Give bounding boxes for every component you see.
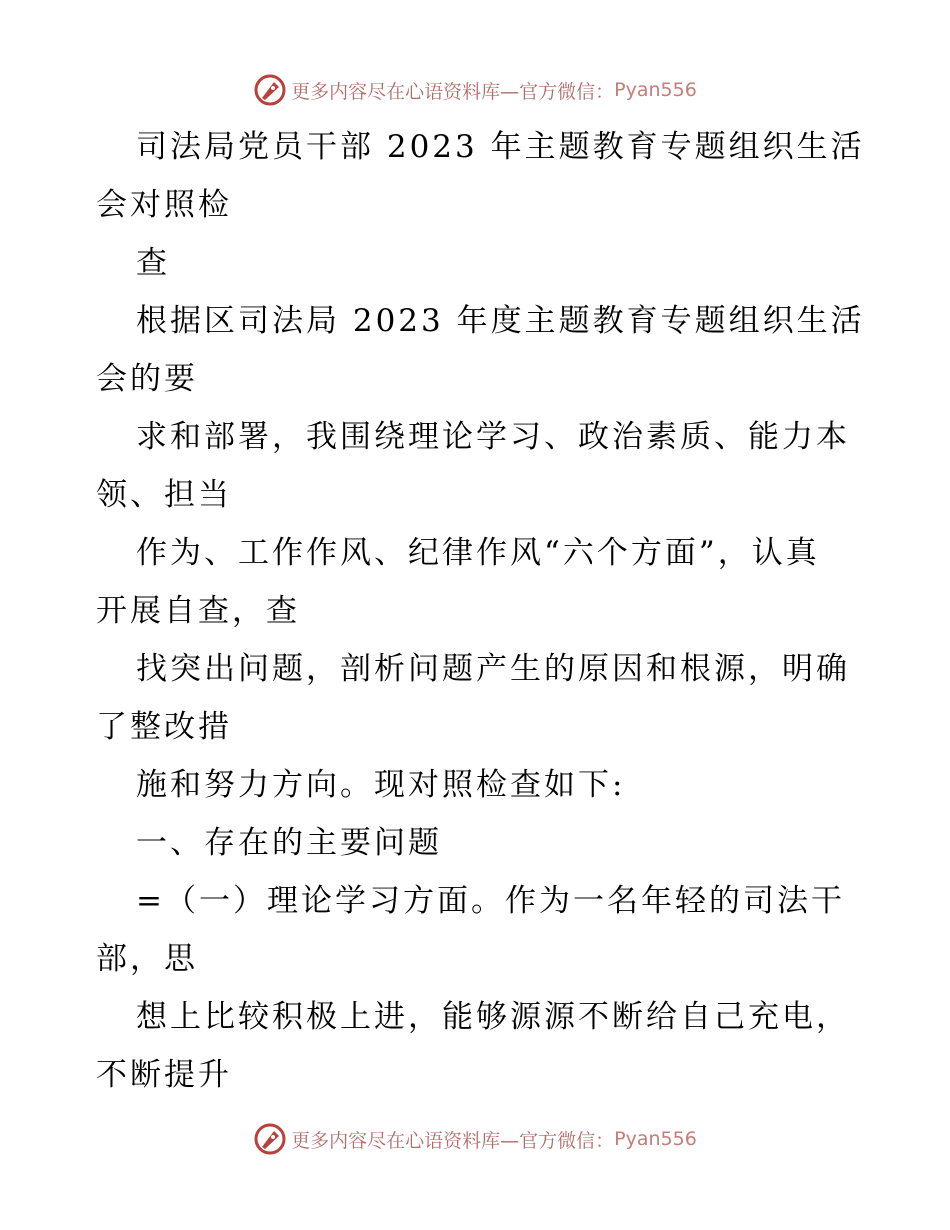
text-line: 部，思 [96,941,198,977]
watermark-wechat-id: Pyan556 [614,79,697,101]
text-line: 作为、工作作风、纪律作风“六个方面”，认真 [136,535,820,571]
watermark-text: 更多内容尽在心语资料库—官方微信： [291,1129,615,1152]
watermark-text: 更多内容尽在心语资料库—官方微信： [291,80,615,103]
text-line: 会的要 [96,361,198,397]
section-heading: 一、存在的主要问题 [136,825,442,861]
footer-watermark [0,1119,950,1159]
text-line: 查 [136,245,170,281]
text-line: 不断提升 [96,1057,232,1093]
text-line: 施和努力方向。现对照检查如下: [136,767,626,803]
pen-nib-logo-icon [253,73,287,107]
text-line: =（一）理论学习方面。作为一名年轻的司法干 [136,883,845,919]
pen-nib-logo-icon [253,1122,287,1156]
text-line: 了整改措 [96,709,232,745]
text-line: 开展自查，查 [96,593,300,629]
text-line: 领、担当 [96,477,232,513]
document-body [96,118,865,1104]
text-line: 根据区司法局 2023 年度主题教育专题组织生活 [136,303,865,339]
text-line: 求和部署，我围绕理论学习、政治素质、能力本 [136,419,850,455]
watermark-wechat-id: Pyan556 [614,1128,697,1150]
header-watermark [0,70,950,110]
text-line: 司法局党员干部 2023 年主题教育专题组织生活 [136,129,865,165]
text-line: 想上比较积极上进，能够源源不断给自己充电， [136,999,850,1035]
text-line: 找突出问题，剖析问题产生的原因和根源，明确 [136,651,850,687]
text-line: 会对照检 [96,187,232,223]
